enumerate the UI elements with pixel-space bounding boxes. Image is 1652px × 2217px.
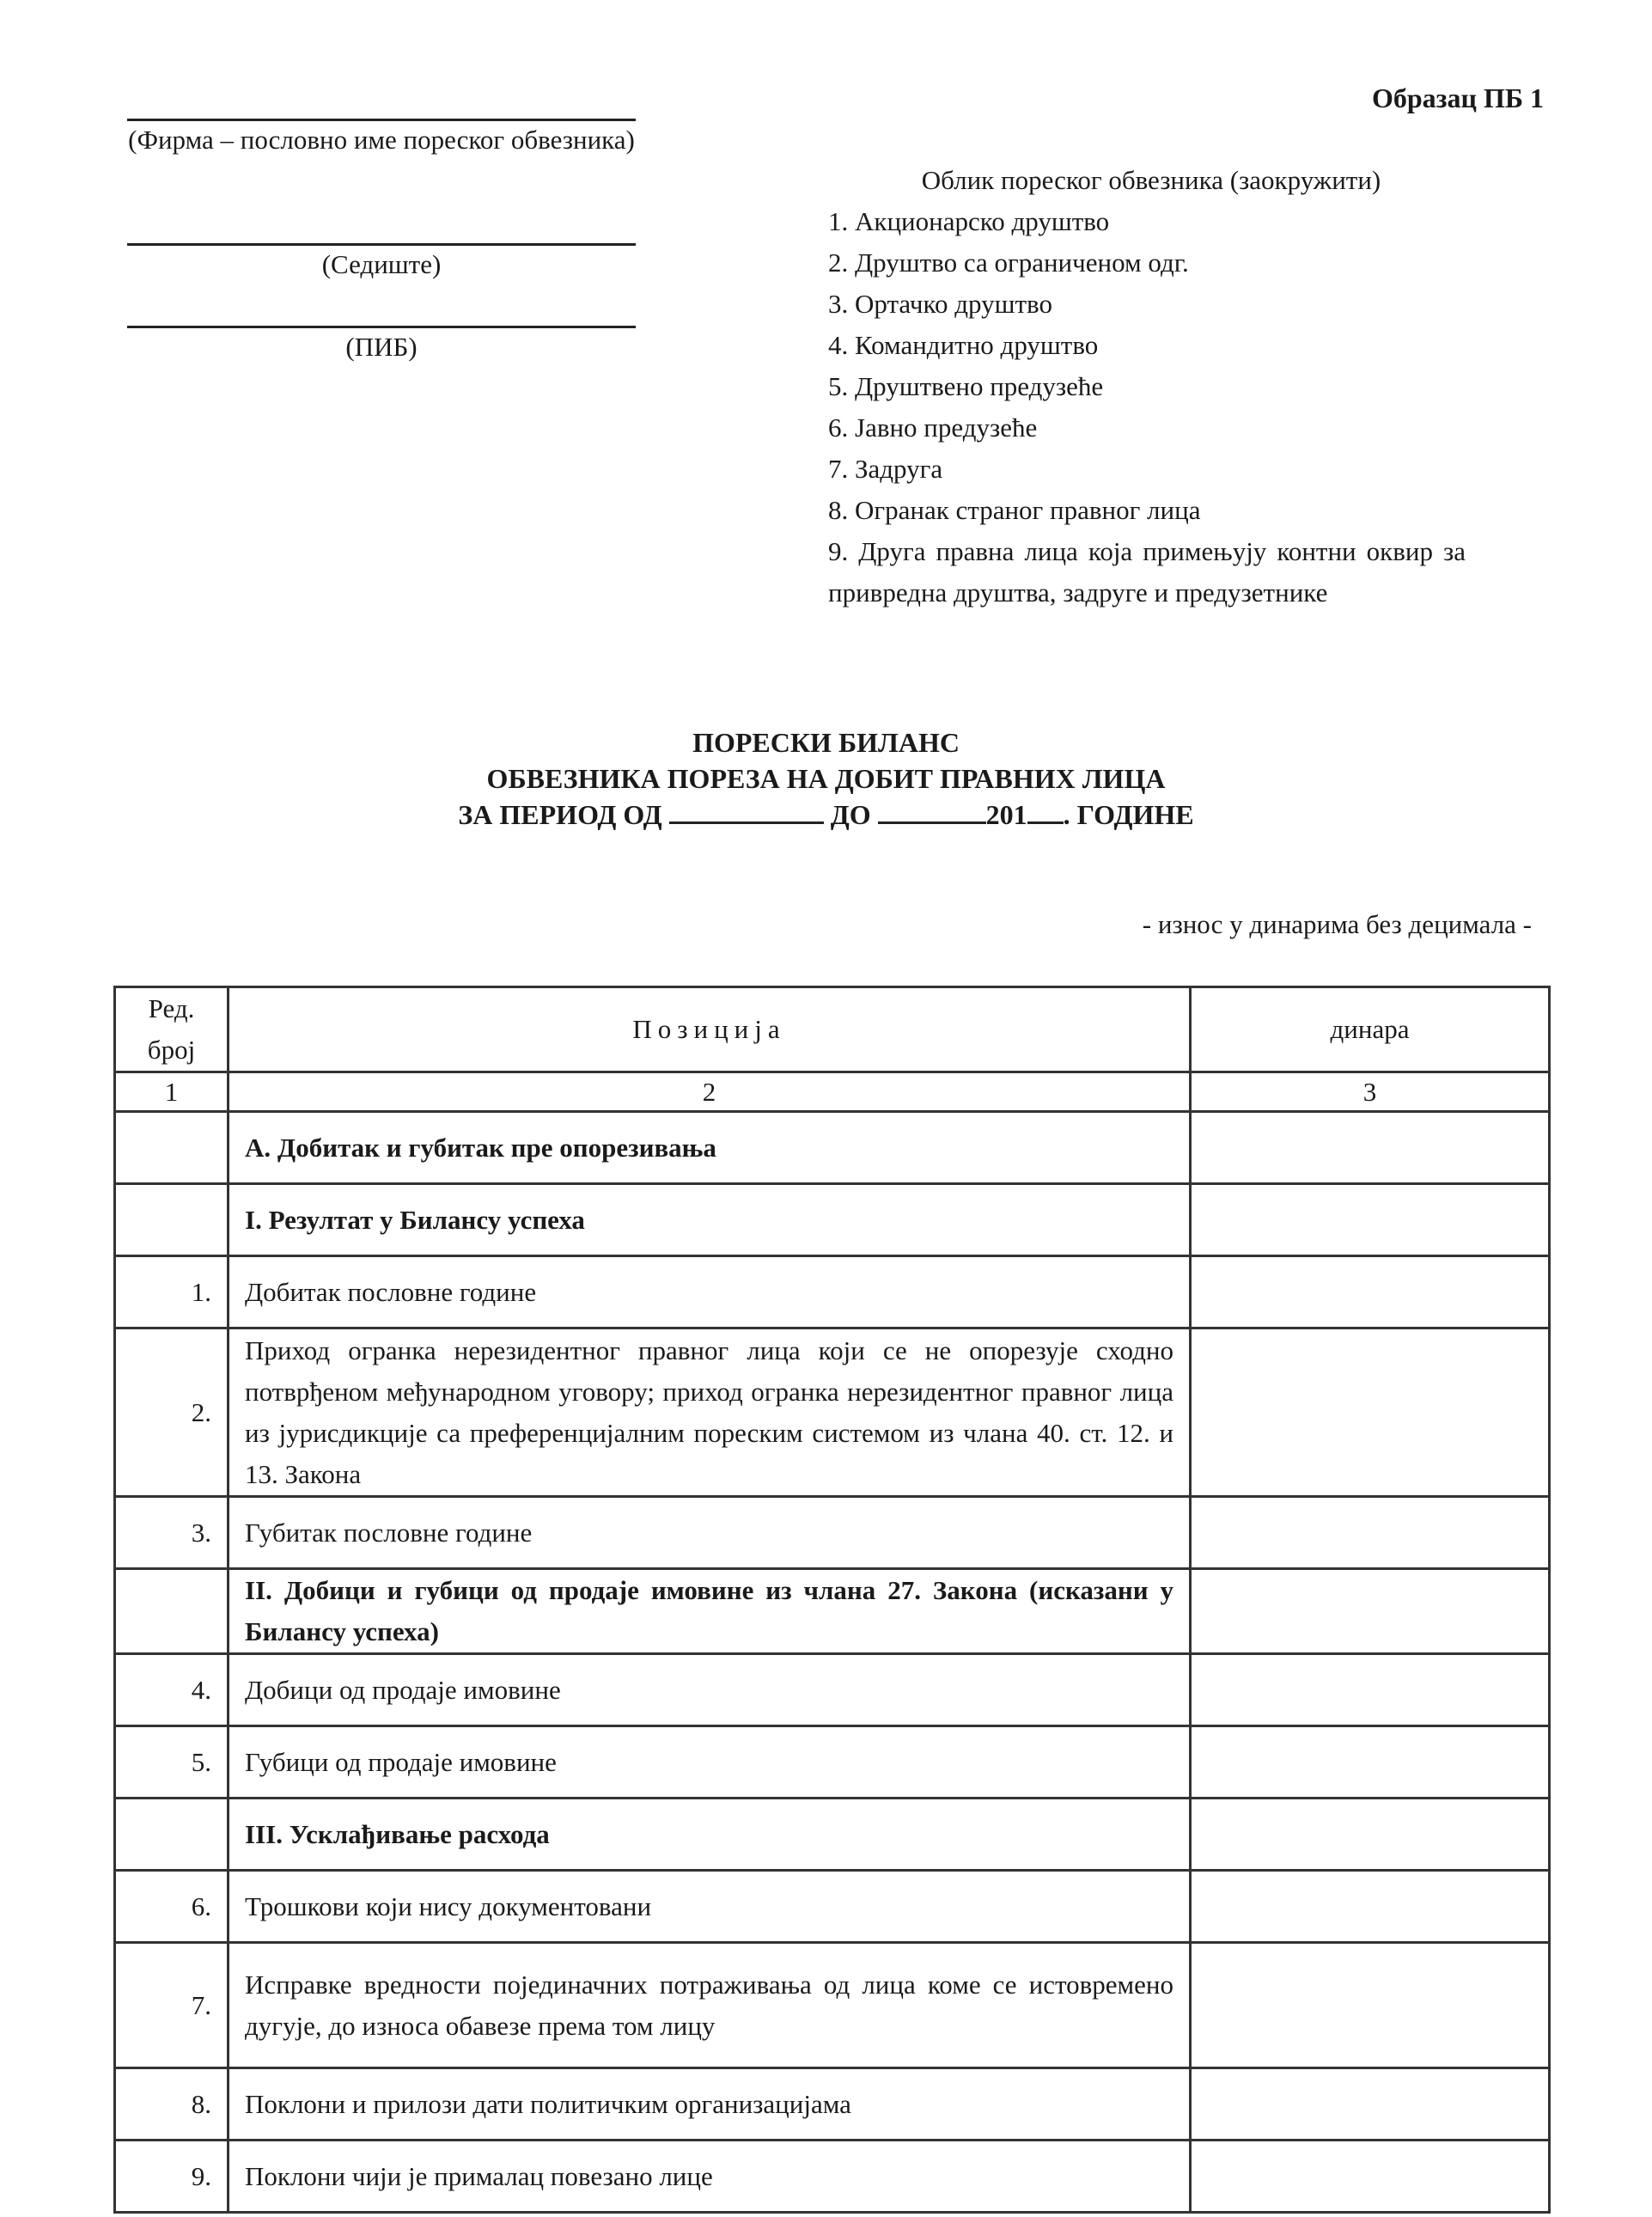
position-label: Поклони чији је прималац повезано лице — [229, 2141, 1191, 2213]
amount-cell[interactable] — [1191, 2141, 1550, 2213]
table-row — [115, 1799, 1550, 1871]
position-label: Добитак пословне године — [229, 1256, 1191, 1328]
position-label: Губици од продаје имовине — [229, 1726, 1191, 1799]
table-row — [115, 1726, 1550, 1799]
row-number: 2. — [115, 1328, 229, 1497]
row-number: 7. — [115, 1943, 229, 2068]
column-number: 1 — [115, 1072, 229, 1112]
row-number — [115, 1799, 229, 1871]
taxpayer-form-option[interactable]: 9. Друга правна лица која примењују контни оквир за привредна друштва, задруге и предузетнике — [828, 536, 1466, 608]
period-from-label: ЗА ПЕРИОД ОД — [458, 799, 662, 830]
taxpayer-form-option[interactable]: 1. Акционарско друштво — [828, 206, 1110, 236]
amount-cell[interactable] — [1191, 1871, 1550, 1943]
row-number: 3. — [115, 1497, 229, 1569]
table-row — [115, 1943, 1550, 2068]
section-heading: А. Добитак и губитак пре опорезивања — [229, 1112, 1191, 1184]
taxpayer-form-option[interactable]: 2. Друштво са ограниченом одг. — [828, 247, 1189, 278]
amount-cell[interactable] — [1191, 1943, 1550, 2068]
amount-cell[interactable] — [1191, 1654, 1550, 1726]
row-number: 5. — [115, 1726, 229, 1799]
amount-note: - износ у динарима без децимала - — [1142, 909, 1532, 939]
seat-caption: (Седиште) — [321, 249, 442, 279]
amount-cell[interactable] — [1191, 1184, 1550, 1256]
taxpayer-form-option[interactable]: 6. Јавно предузеће — [828, 412, 1038, 443]
taxpayer-form-option[interactable]: 8. Огранак страног правног лица — [828, 495, 1201, 525]
table-row — [115, 1112, 1550, 1184]
header-amount: динара — [1191, 987, 1550, 1072]
title-line-2: ОБВЕЗНИКА ПОРЕЗА НА ДОБИТ ПРАВНИХ ЛИЦА — [486, 763, 1166, 794]
period-year-suffix: . ГОДИНЕ — [1063, 799, 1194, 830]
row-number: 8. — [115, 2068, 229, 2141]
table-row — [115, 1497, 1550, 1569]
period-from-field[interactable] — [669, 797, 824, 824]
amount-cell[interactable] — [1191, 2068, 1550, 2141]
section-heading: II. Добици и губици од продаје имовине из члана 27. Закона (исказани у Билансу успеха) — [229, 1569, 1191, 1654]
row-number: 6. — [115, 1871, 229, 1943]
period-year-prefix: 201 — [985, 799, 1027, 830]
position-label: Поклони и прилози дати политичким организацијама — [229, 2068, 1191, 2141]
position-label: Трошкови који нису документовани — [229, 1871, 1191, 1943]
row-number — [115, 1184, 229, 1256]
amount-cell[interactable] — [1191, 1799, 1550, 1871]
period-year-field[interactable] — [1027, 797, 1064, 824]
taxpayer-form-list — [828, 160, 1466, 614]
row-number — [115, 1569, 229, 1654]
table-row — [115, 2068, 1550, 2141]
table-row — [115, 1654, 1550, 1726]
taxpayer-form-heading: Облик пореског обвезника (заокружити) — [921, 165, 1381, 195]
period-to-field[interactable] — [878, 797, 986, 824]
amount-cell[interactable] — [1191, 1569, 1550, 1654]
title-line-1: ПОРЕСКИ БИЛАНС — [692, 727, 960, 758]
amount-cell[interactable] — [1191, 1726, 1550, 1799]
table-row — [115, 1569, 1550, 1654]
header-row-number: Ред. број — [115, 987, 229, 1072]
column-number-row — [115, 1072, 1550, 1112]
pib-caption: (ПИБ) — [345, 332, 418, 362]
taxpayer-form-option[interactable]: 5. Друштвено предузеће — [828, 371, 1104, 401]
row-number — [115, 1112, 229, 1184]
amount-cell[interactable] — [1191, 1497, 1550, 1569]
taxpayer-form-option[interactable]: 7. Задруга — [828, 454, 943, 484]
table-row — [115, 1871, 1550, 1943]
taxpayer-form-option[interactable]: 3. Ортачко друштво — [828, 289, 1052, 319]
table-row — [115, 1328, 1550, 1497]
tax-balance-table — [113, 986, 1551, 2214]
document-title — [0, 724, 1652, 833]
row-number: 1. — [115, 1256, 229, 1328]
title-line-3 — [0, 797, 1652, 833]
section-heading: I. Резултат у Билансу успеха — [229, 1184, 1191, 1256]
table-row — [115, 1256, 1550, 1328]
amount-cell[interactable] — [1191, 1328, 1550, 1497]
header-position: Позиција — [229, 987, 1191, 1072]
position-label: Губитак пословне године — [229, 1497, 1191, 1569]
firm-name-caption: (Фирма – пословно име пореског обвезника) — [128, 125, 635, 155]
amount-cell[interactable] — [1191, 1112, 1550, 1184]
position-label: Приход огранка нерезидентног правног лица који се не опорезује сходно потврђеном међународном уговору; приход огранка нерезидентног правног лица из јурисдикције са преференцијалним пореским системом из члана 40. ст. 12. и 13. Закона — [229, 1328, 1191, 1497]
section-heading: III. Усклађивање расхода — [229, 1799, 1191, 1871]
table-row — [115, 2141, 1550, 2213]
table-row — [115, 1184, 1550, 1256]
column-number: 3 — [1191, 1072, 1550, 1112]
row-number: 9. — [115, 2141, 229, 2213]
column-number: 2 — [229, 1072, 1191, 1112]
amount-cell[interactable] — [1191, 1256, 1550, 1328]
taxpayer-form-option[interactable]: 4. Командитно друштво — [828, 330, 1099, 360]
table-header-row — [115, 987, 1550, 1072]
position-label: Добици од продаје имовине — [229, 1654, 1191, 1726]
row-number: 4. — [115, 1654, 229, 1726]
period-to-label: ДО — [830, 799, 871, 830]
position-label: Исправке вредности појединачних потраживања од лица коме се истовремено дугује, до износа обавезе према том лицу — [229, 1943, 1191, 2068]
form-code: Образац ПБ 1 — [1371, 82, 1544, 113]
